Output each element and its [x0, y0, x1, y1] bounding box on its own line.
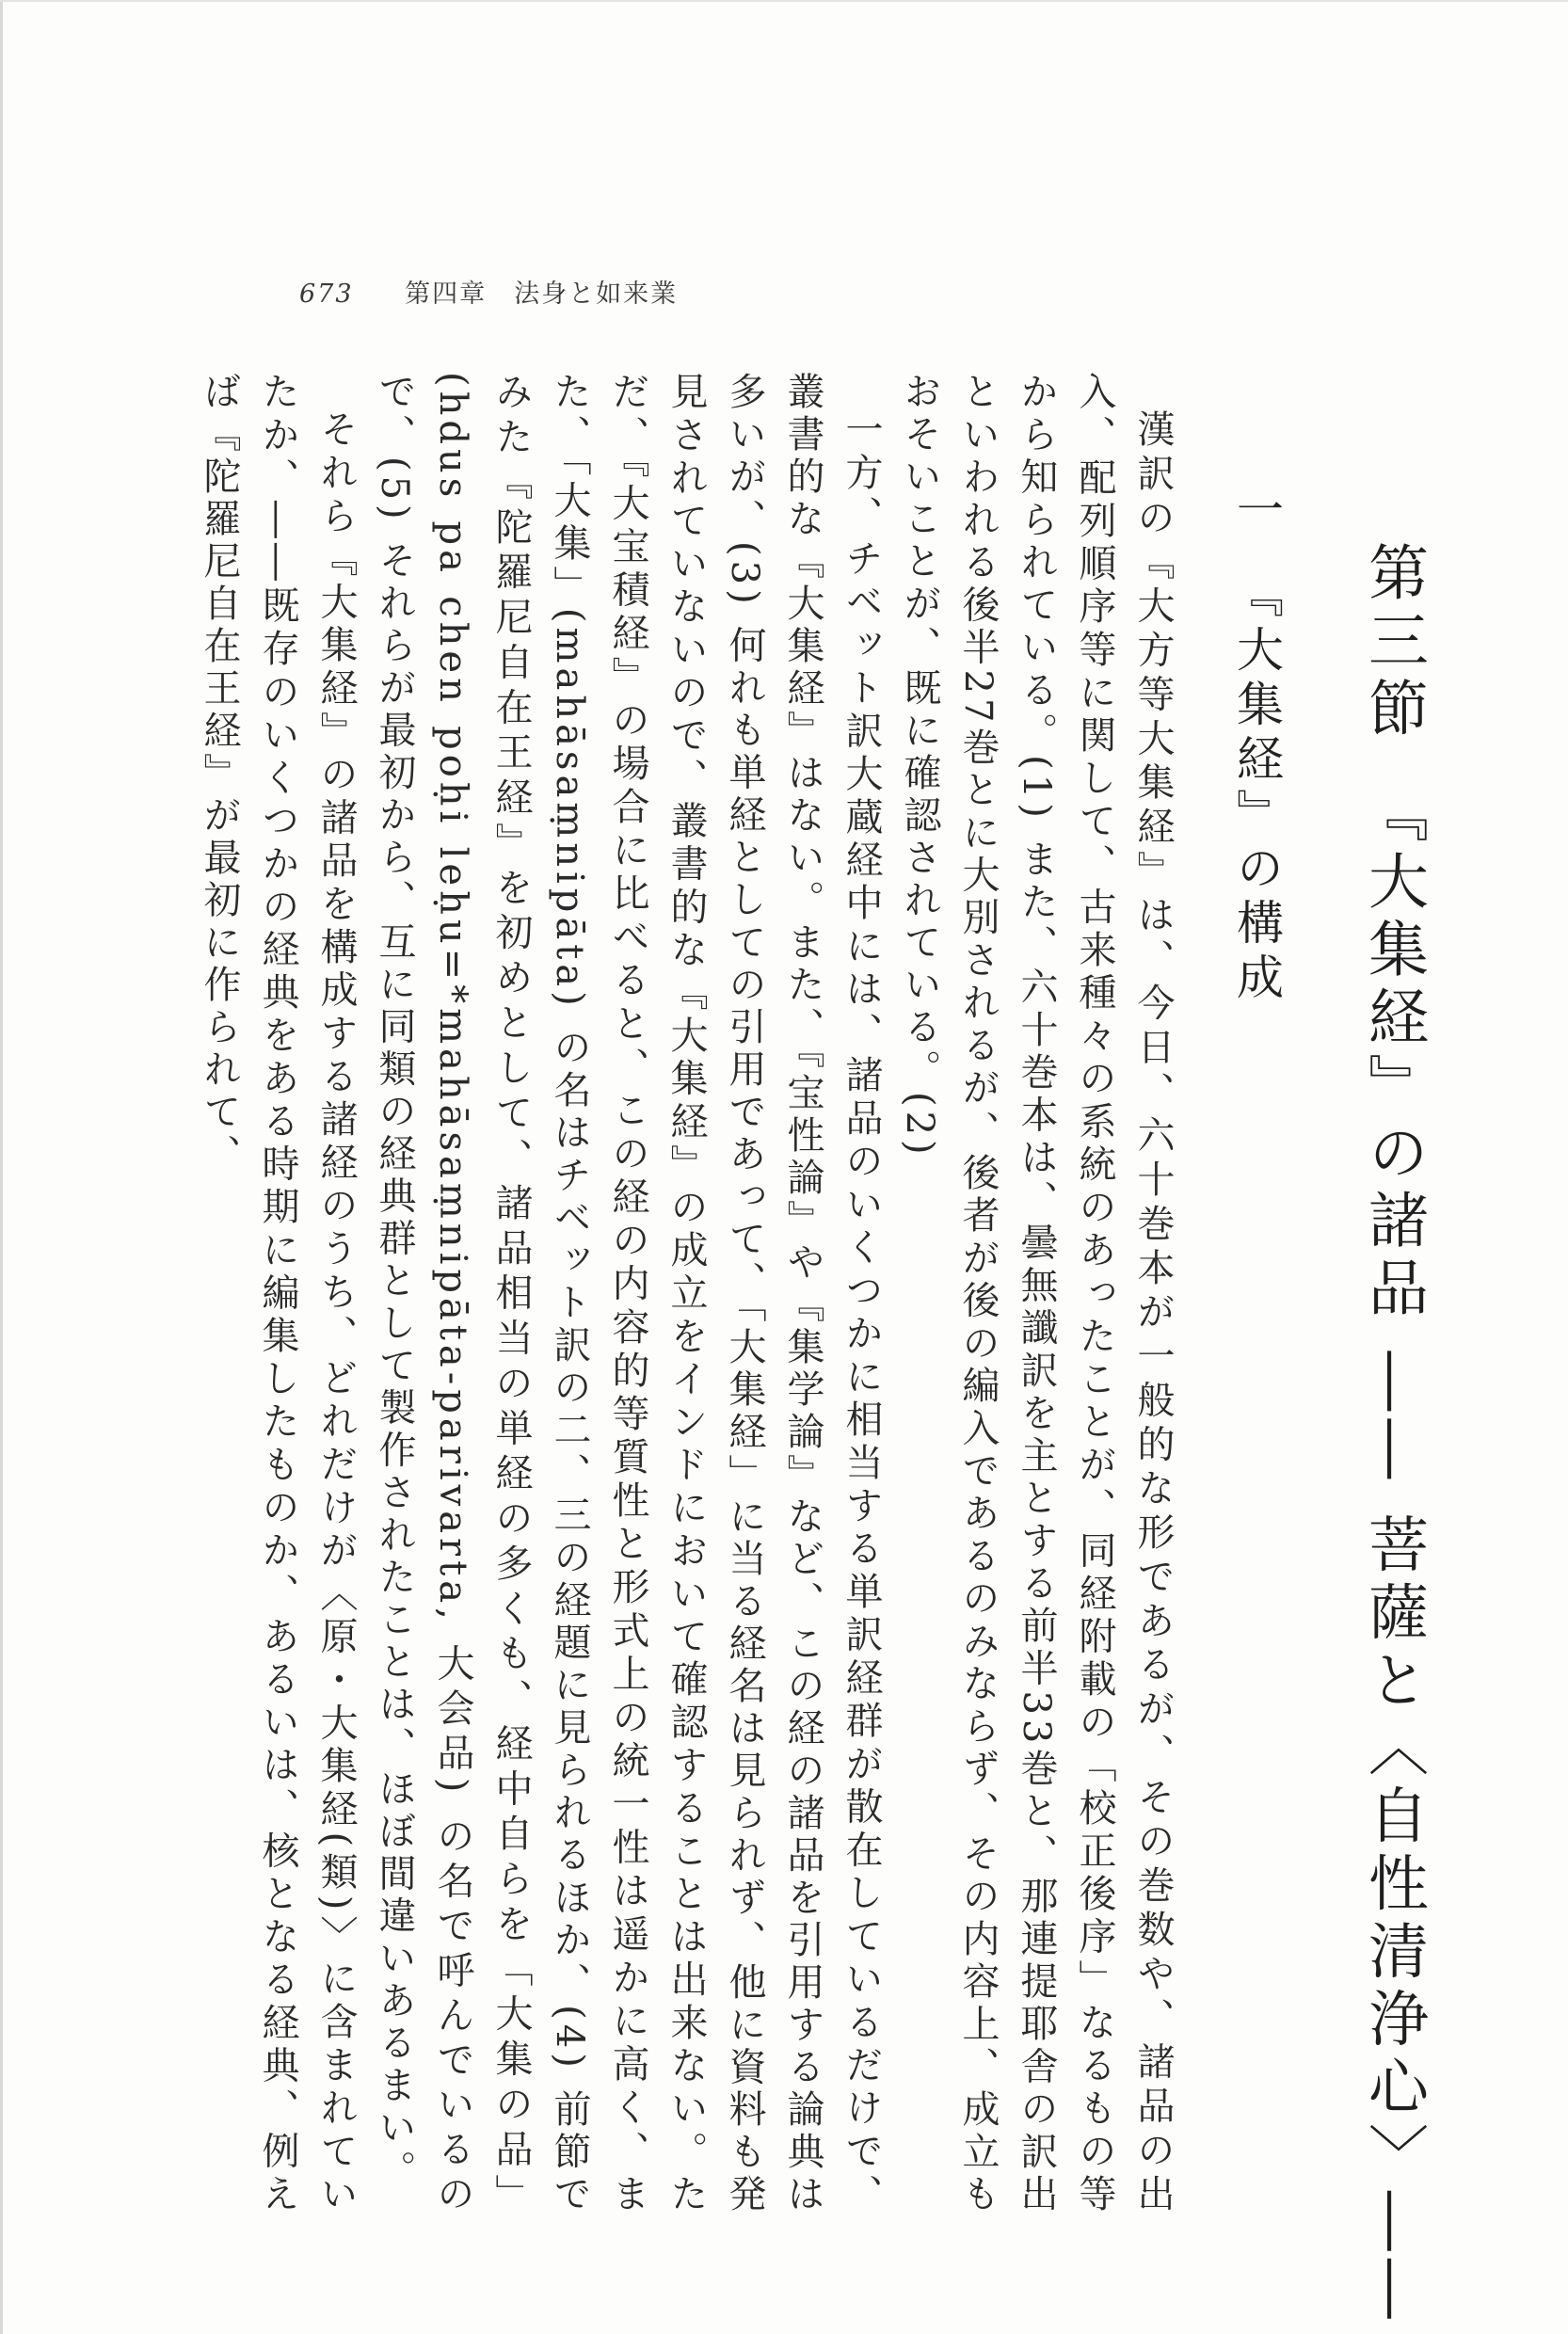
scan-edge-top [0, 0, 1568, 2]
sub-heading: 一 『大集経』の構成 [1229, 485, 1284, 1007]
section-title: 第三節 『大集経』の諸品 ―― 菩薩と〈自性清浄心〉―― [1358, 541, 1428, 2326]
page-number: 673 [299, 280, 354, 309]
scan-edge [0, 0, 3, 2334]
vertical-text-body [198, 372, 1449, 2326]
running-header [299, 273, 678, 310]
paragraph-3: それら『大集経』の諸品を構成する諸経のうち、どれだけが〈原・大集経(類)〉に含まれていたか、――既存のいくつかの経典をある時期に編集したものか、あるいは、核となる経典、例えば『陀羅尼自在王経』が最初に作られて、 [198, 372, 358, 2216]
paragraph-2: 一方、チベット訳大蔵経中には、諸品のいくつかに相当する単訳経群が散在しているだけで、叢書的な『大集経』はない。また、『宝性論』や『集学論』など、この経の諸品を引用する論典は多いが、(3) 何れも単経としての引用であって、「大集経」に当る経名は見られず、他に資料も発見されていないので、叢書的な『大集経』の成立をインドにおいて確認することは出来ない。ただ、『大宝積経』の場合に比べると、この経の内容的等質性と形式上の統一性は遥かに高く、また、「大集」(mahāsaṃnipāta) の名はチベット訳の二、三の経題に見られるほか、(4) 前節でみた『陀羅尼自在王経』を初めとして、諸品相当の単経の多くも、経中自らを「大集の品」(hdus pa chen poḥi leḥu=*mahāsaṃnipāta-parivarta, 大会品) の名で呼んでいるので、(5) それらが最初から、互に同類の経典群として製作されたことは、ほぼ間違いあるまい。 [373, 372, 883, 2217]
running-title: 第四章 法身と如来業 [405, 280, 679, 309]
paragraph-1: 漢訳の『大方等大集経』は、今日、六十巻本が一般的な形であるが、その巻数や、諸品の出入、配列順序等に関して、古来種々の系統のあったことが、同経附載の「校正後序」なるもの等から知られている。(1) また、六十巻本は、曇無讖訳を主とする前半33巻と、那連提耶舎の訳出といわれる後半27巻とに大別されるが、後者が後の編入であるのみならず、その内容上、成立もおそいことが、既に確認されている。(2) [898, 372, 1175, 2216]
